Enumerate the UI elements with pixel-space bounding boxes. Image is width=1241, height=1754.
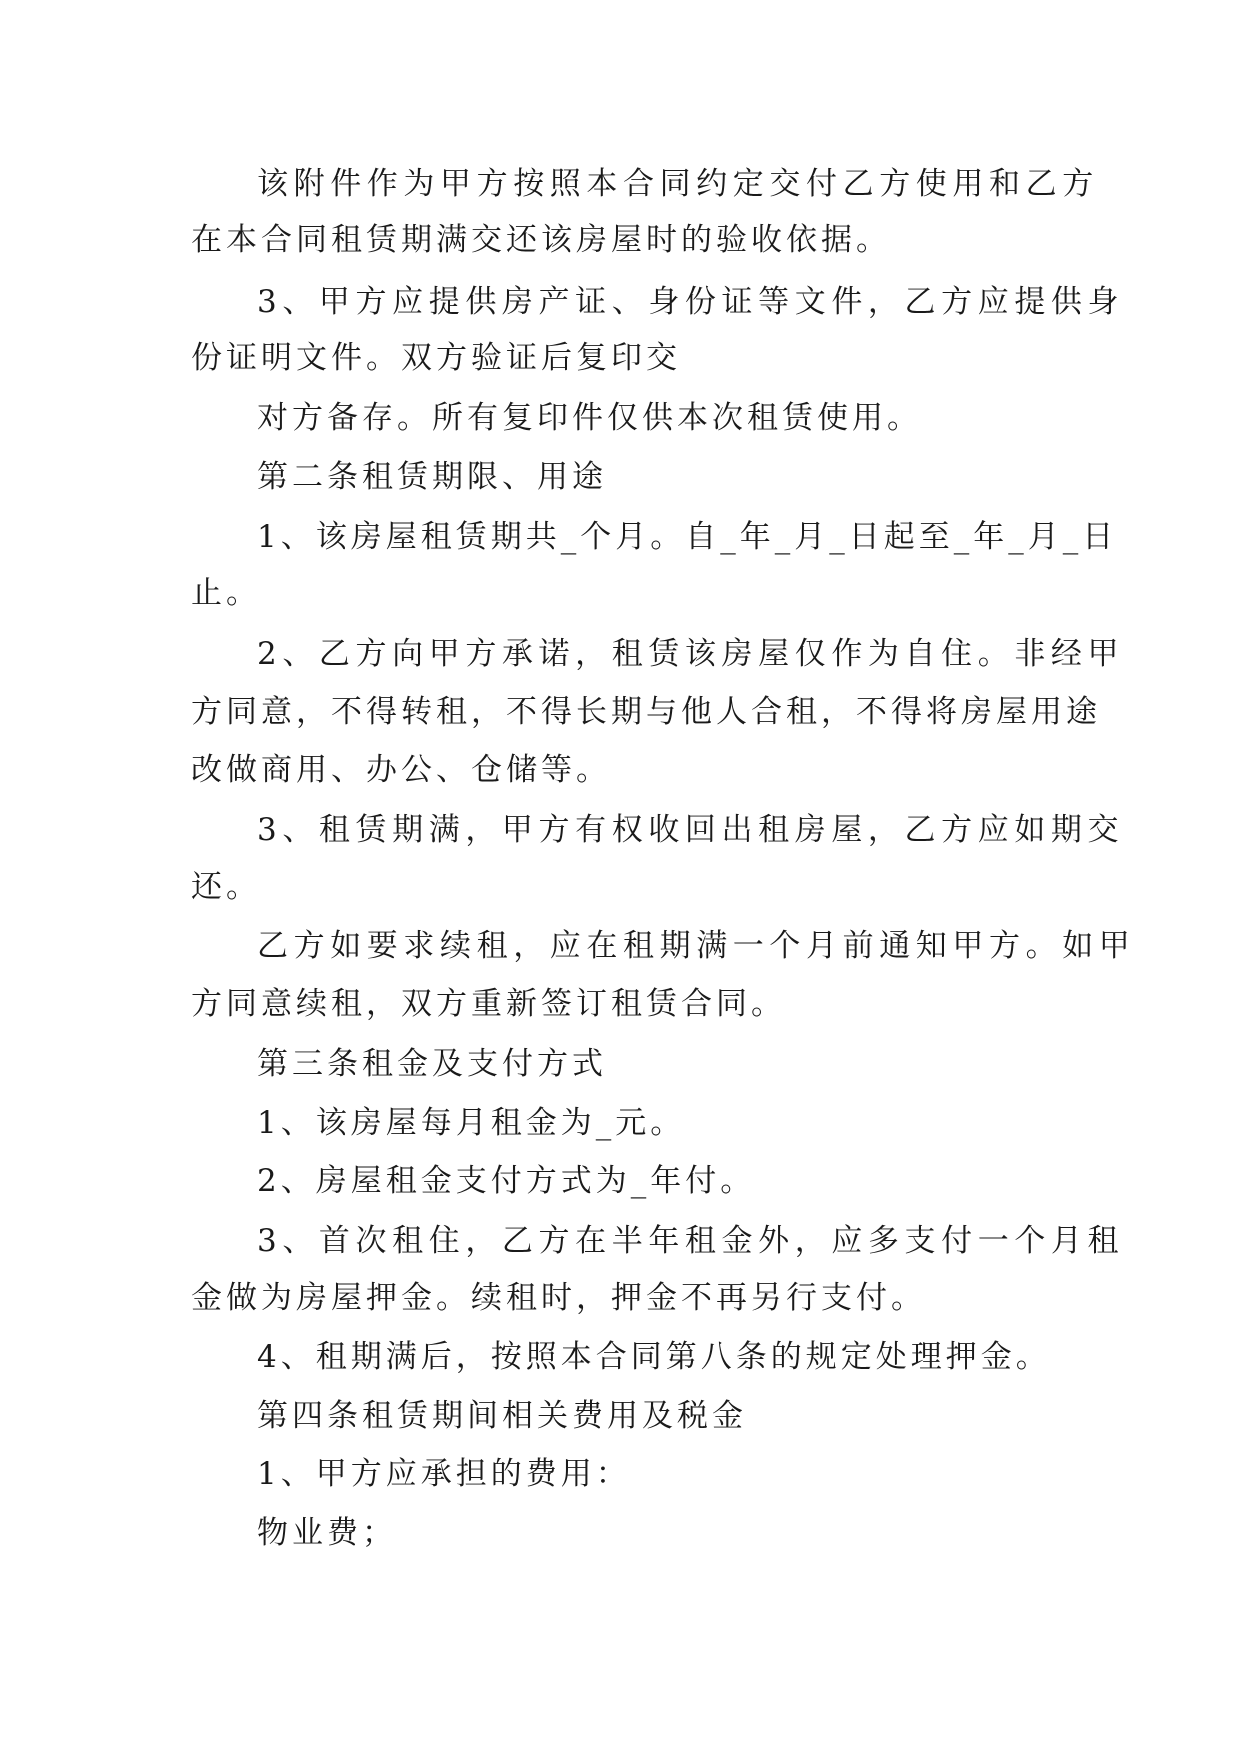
section-heading: 第四条租赁期间相关费用及税金 [257,1398,747,1434]
text-line: 3、甲方应提供房产证、身份证等文件，乙方应提供身 [257,284,1125,320]
text-line: 1、该房屋每月租金为_元。 [257,1105,686,1141]
text-line: 方同意续租，双方重新签订租赁合同。 [191,986,786,1022]
text-line: 还。 [191,869,261,905]
text-line: 方同意，不得转租，不得长期与他人合租，不得将房屋用途 [191,694,1101,730]
text-line: 物业费； [257,1515,397,1551]
text-line: 改做商用、办公、仓储等。 [191,752,611,788]
text-line: 4、租期满后，按照本合同第八条的规定处理押金。 [257,1339,1051,1375]
text-line: 3、租赁期满，甲方有权收回出租房屋，乙方应如期交 [257,812,1125,848]
text-line: 2、房屋租金支付方式为_年付。 [257,1163,756,1199]
text-line: 对方备存。所有复印件仅供本次租赁使用。 [257,400,922,436]
text-line: 该附件作为甲方按照本合同约定交付乙方使用和乙方 [257,166,1099,202]
text-line: 份证明文件。双方验证后复印交 [191,340,681,376]
text-line: 在本合同租赁期满交还该房屋时的验收依据。 [191,222,891,258]
text-line: 乙方如要求续租，应在租期满一个月前通知甲方。如甲 [257,928,1136,964]
text-line: 3、首次租住，乙方在半年租金外，应多支付一个月租 [257,1223,1125,1259]
text-line: 1、甲方应承担的费用： [257,1456,631,1492]
section-heading: 第三条租金及支付方式 [257,1046,607,1082]
text-line: 止。 [191,575,261,611]
text-line: 金做为房屋押金。续租时，押金不再另行支付。 [191,1280,926,1316]
text-line: 2、乙方向甲方承诺，租赁该房屋仅作为自住。非经甲 [257,636,1125,672]
section-heading: 第二条租赁期限、用途 [257,459,607,495]
text-line: 1、该房屋租赁期共_个月。自_年_月_日起至_年_月_日 [257,519,1118,555]
